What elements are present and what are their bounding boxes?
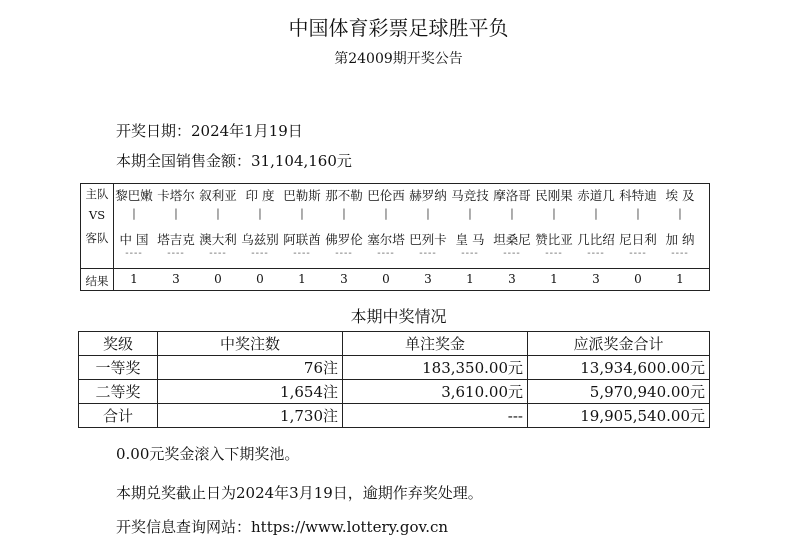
match-column xyxy=(491,184,533,290)
col-count: 中奖注数 xyxy=(158,332,343,356)
match-column xyxy=(197,184,239,290)
count-cell: 1,730注 xyxy=(158,404,343,428)
vs-mark: | xyxy=(258,207,262,220)
vs-mark: | xyxy=(636,207,640,220)
match-result: 3 xyxy=(172,272,180,286)
away-team: 佛罗伦 xyxy=(325,232,363,247)
away-team: 坦桑尼 xyxy=(493,232,531,247)
divider-dash: ---- xyxy=(167,248,185,259)
divider-dash: ---- xyxy=(503,248,521,259)
vs-mark: | xyxy=(132,207,136,220)
match-column xyxy=(239,184,281,290)
match-column xyxy=(659,184,701,290)
divider-dash: ---- xyxy=(419,248,437,259)
match-result: 3 xyxy=(592,272,600,286)
match-column xyxy=(575,184,617,290)
vs-mark: | xyxy=(174,207,178,220)
divider-dash: ---- xyxy=(293,248,311,259)
divider-dash: ---- xyxy=(377,248,395,259)
level-cell: 一等奖 xyxy=(79,356,158,380)
col-level: 奖级 xyxy=(79,332,158,356)
home-team: 摩洛哥 xyxy=(493,188,531,203)
away-team: 乌兹别 xyxy=(241,232,279,247)
per-cell: 3,610.00元 xyxy=(343,380,528,404)
home-team: 叙利亚 xyxy=(199,188,237,203)
away-team: 塔吉克 xyxy=(157,232,195,247)
match-result: 0 xyxy=(214,272,222,286)
away-team: 塞尔塔 xyxy=(367,232,405,247)
away-team: 几比绍 xyxy=(577,232,615,247)
match-column xyxy=(365,184,407,290)
home-team: 卡塔尔 xyxy=(157,188,195,203)
vs-mark: | xyxy=(510,207,514,220)
match-column xyxy=(155,184,197,290)
sales-amount: 本期全国销售金额：31,104,160元 xyxy=(116,152,352,170)
match-column xyxy=(407,184,449,290)
prize-table xyxy=(78,331,710,428)
home-team: 赫罗纳 xyxy=(409,188,447,203)
match-result: 3 xyxy=(424,272,432,286)
home-team: 那不勒 xyxy=(325,188,363,203)
total-cell: 19,905,540.00元 xyxy=(528,404,710,428)
vs-mark: | xyxy=(594,207,598,220)
away-team: 巴列卡 xyxy=(409,232,447,247)
match-result: 3 xyxy=(508,272,516,286)
home-team: 巴勒斯 xyxy=(283,188,321,203)
home-team: 赤道几 xyxy=(577,188,615,203)
home-team: 巴伦西 xyxy=(367,188,405,203)
prize-header-row xyxy=(79,332,710,356)
divider-dash: ---- xyxy=(461,248,479,259)
vs-mark: | xyxy=(468,207,472,220)
vs-mark: | xyxy=(216,207,220,220)
home-team: 马竞技 xyxy=(451,188,489,203)
match-result: 1 xyxy=(676,272,684,286)
away-team: 尼日利 xyxy=(619,232,657,247)
count-cell: 76注 xyxy=(158,356,343,380)
count-cell: 1,654注 xyxy=(158,380,343,404)
match-column xyxy=(617,184,659,290)
away-team: 中 国 xyxy=(119,232,149,247)
claim-deadline: 本期兑奖截止日为2024年3月19日，逾期作弃奖处理。 xyxy=(116,484,483,502)
match-result: 3 xyxy=(340,272,348,286)
match-column xyxy=(113,184,155,290)
page-title: 中国体育彩票足球胜平负 xyxy=(288,16,509,40)
home-team: 黎巴嫩 xyxy=(115,188,153,203)
match-result: 1 xyxy=(466,272,474,286)
match-result: 1 xyxy=(550,272,558,286)
divider-dash: ---- xyxy=(209,248,227,259)
match-column xyxy=(449,184,491,290)
total-cell: 13,934,600.00元 xyxy=(528,356,710,380)
level-cell: 二等奖 xyxy=(79,380,158,404)
match-result: 0 xyxy=(634,272,642,286)
match-result: 1 xyxy=(130,272,138,286)
col-per: 单注奖金 xyxy=(343,332,528,356)
table-row xyxy=(79,356,710,380)
divider-dash: ---- xyxy=(587,248,605,259)
table-row xyxy=(79,380,710,404)
per-cell: --- xyxy=(343,404,528,428)
row-labels xyxy=(81,184,114,290)
home-team: 民刚果 xyxy=(535,188,573,203)
total-cell: 5,970,940.00元 xyxy=(528,380,710,404)
level-cell: 合计 xyxy=(79,404,158,428)
table-row xyxy=(79,404,710,428)
away-team: 阿联酋 xyxy=(283,232,321,247)
away-team: 皇 马 xyxy=(455,232,485,247)
vs-mark: | xyxy=(678,207,682,220)
vs-mark: | xyxy=(342,207,346,220)
result-label: 结果 xyxy=(85,274,109,288)
vs-mark: | xyxy=(426,207,430,220)
issue-subtitle: 第24009期开奖公告 xyxy=(334,51,463,67)
info-website: 开奖信息查询网站：https://www.lottery.gov.cn xyxy=(116,518,449,536)
vs-mark: | xyxy=(552,207,556,220)
divider-dash: ---- xyxy=(335,248,353,259)
home-team: 科特迪 xyxy=(619,188,657,203)
match-table xyxy=(80,183,710,291)
divider-dash: ---- xyxy=(125,248,143,259)
match-result: 0 xyxy=(256,272,264,286)
per-cell: 183,350.00元 xyxy=(343,356,528,380)
divider-dash: ---- xyxy=(629,248,647,259)
vs-mark: | xyxy=(300,207,304,220)
divider-dash: ---- xyxy=(545,248,563,259)
divider-dash: ---- xyxy=(671,248,689,259)
vs-mark: | xyxy=(384,207,388,220)
away-label: 客队 xyxy=(85,231,109,245)
match-result: 1 xyxy=(298,272,306,286)
pool-rollover: 0.00元奖金滚入下期奖池。 xyxy=(116,445,300,463)
match-column xyxy=(533,184,575,290)
draw-date: 开奖日期：2024年1月19日 xyxy=(116,122,303,140)
col-total: 应派奖金合计 xyxy=(528,332,710,356)
match-column xyxy=(323,184,365,290)
away-team: 澳大利 xyxy=(199,232,237,247)
away-team: 加 纳 xyxy=(665,232,695,247)
match-result: 0 xyxy=(382,272,390,286)
divider-dash: ---- xyxy=(251,248,269,259)
home-team: 埃 及 xyxy=(665,188,695,203)
home-team: 印 度 xyxy=(245,188,275,203)
match-column xyxy=(281,184,323,290)
vs-label: VS xyxy=(88,208,106,222)
home-label: 主队 xyxy=(85,187,109,201)
prize-heading: 本期中奖情况 xyxy=(350,307,447,326)
away-team: 赞比亚 xyxy=(535,232,573,247)
